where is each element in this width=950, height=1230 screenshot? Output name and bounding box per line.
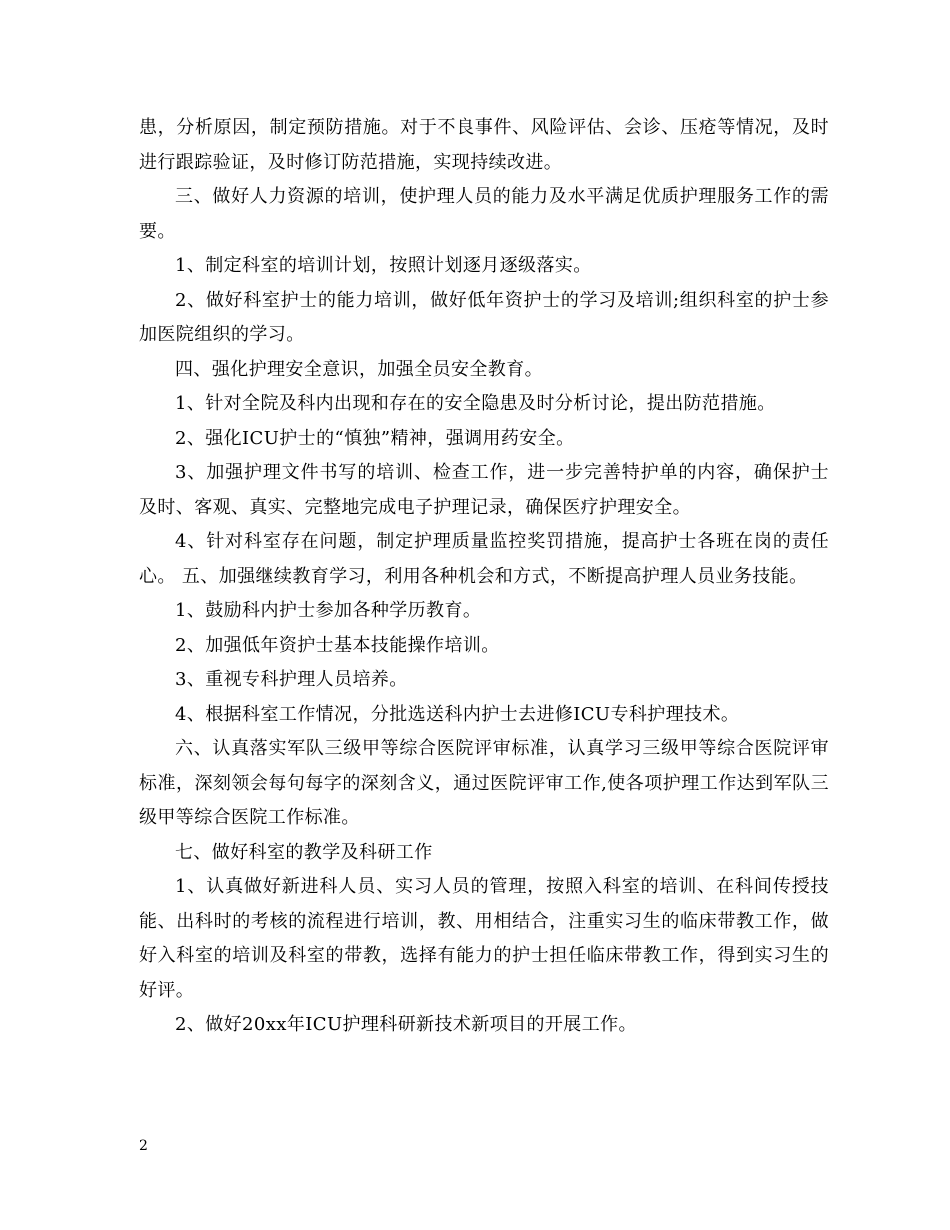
paragraph-10: 1、鼓励科内护士参加各种学历教育。 [175,600,482,621]
paragraph-11: 2、加强低年资护士基本技能操作培训。 [175,634,500,656]
paragraph-15: 七、做好科室的教学及科研工作 [175,841,433,863]
paragraph-9: 4、针对科室存在问题，制定护理质量监控奖罚措施，提高护士各班在岗的责任心。 五、加强继续教育学习，利用各种机会和方式，不断提高护理人员业务技能。 [139,531,829,587]
paragraph-1: 患，分析原因，制定预防措施。对于不良事件、风险评估、会诊、压疮等情况，及时进行跟踪验证，及时修订防范措施，实现持续改进。 [139,117,829,173]
paragraph-7: 2、强化ICU护士的“慎独”精神，强调用药安全。 [175,427,575,449]
paragraph-13: 4、根据科室工作情况，分批选送科内护士去进修ICU专科护理技术。 [175,703,740,725]
paragraph-12: 3、重视专科护理人员培养。 [175,669,408,690]
paragraph-3: 1、制定科室的培训计划，按照计划逐月逐级落实。 [175,255,592,276]
paragraph-6: 1、针对全院及科内出现和存在的安全隐患及时分析讨论，提出防范措施。 [175,393,776,414]
paragraph-16: 1、认真做好新进科人员、实习人员的管理，按照入科室的培训、在科间传授技能、出科时的考核的流程进行培训，教、用相结合，注重实习生的临床带教工作，做好入科室的培训及科室的带教，选择有能力的护士担任临床带教工作，得到实习生的好评。 [139,876,829,1001]
paragraph-17: 2、做好20xx年ICU护理科研新技术新项目的开展工作。 [175,1014,637,1035]
page-number: 2 [139,1138,148,1154]
paragraph-5: 四、强化护理安全意识，加强全员安全教育。 [175,358,543,380]
paragraph-8: 3、加强护理文件书写的培训、检查工作，进一步完善特护单的内容，确保护士及时、客观、真实、完整地完成电子护理记录，确保医疗护理安全。 [139,462,829,518]
paragraph-14: 六、认真落实军队三级甲等综合医院评审标准，认真学习三级甲等综合医院评审标准，深刻领会每句每字的深刻含义，通过医院评审工作,使各项护理工作达到军队三级甲等综合医院工作标准。 [139,738,829,828]
paragraph-2: 三、做好人力资源的培训，使护理人员的能力及水平满足优质护理服务工作的需要。 [139,186,829,242]
paragraph-4: 2、做好科室护士的能力培训，做好低年资护士的学习及培训;组织科室的护士参加医院组织的学习。 [139,289,829,345]
document-body [139,111,829,1043]
